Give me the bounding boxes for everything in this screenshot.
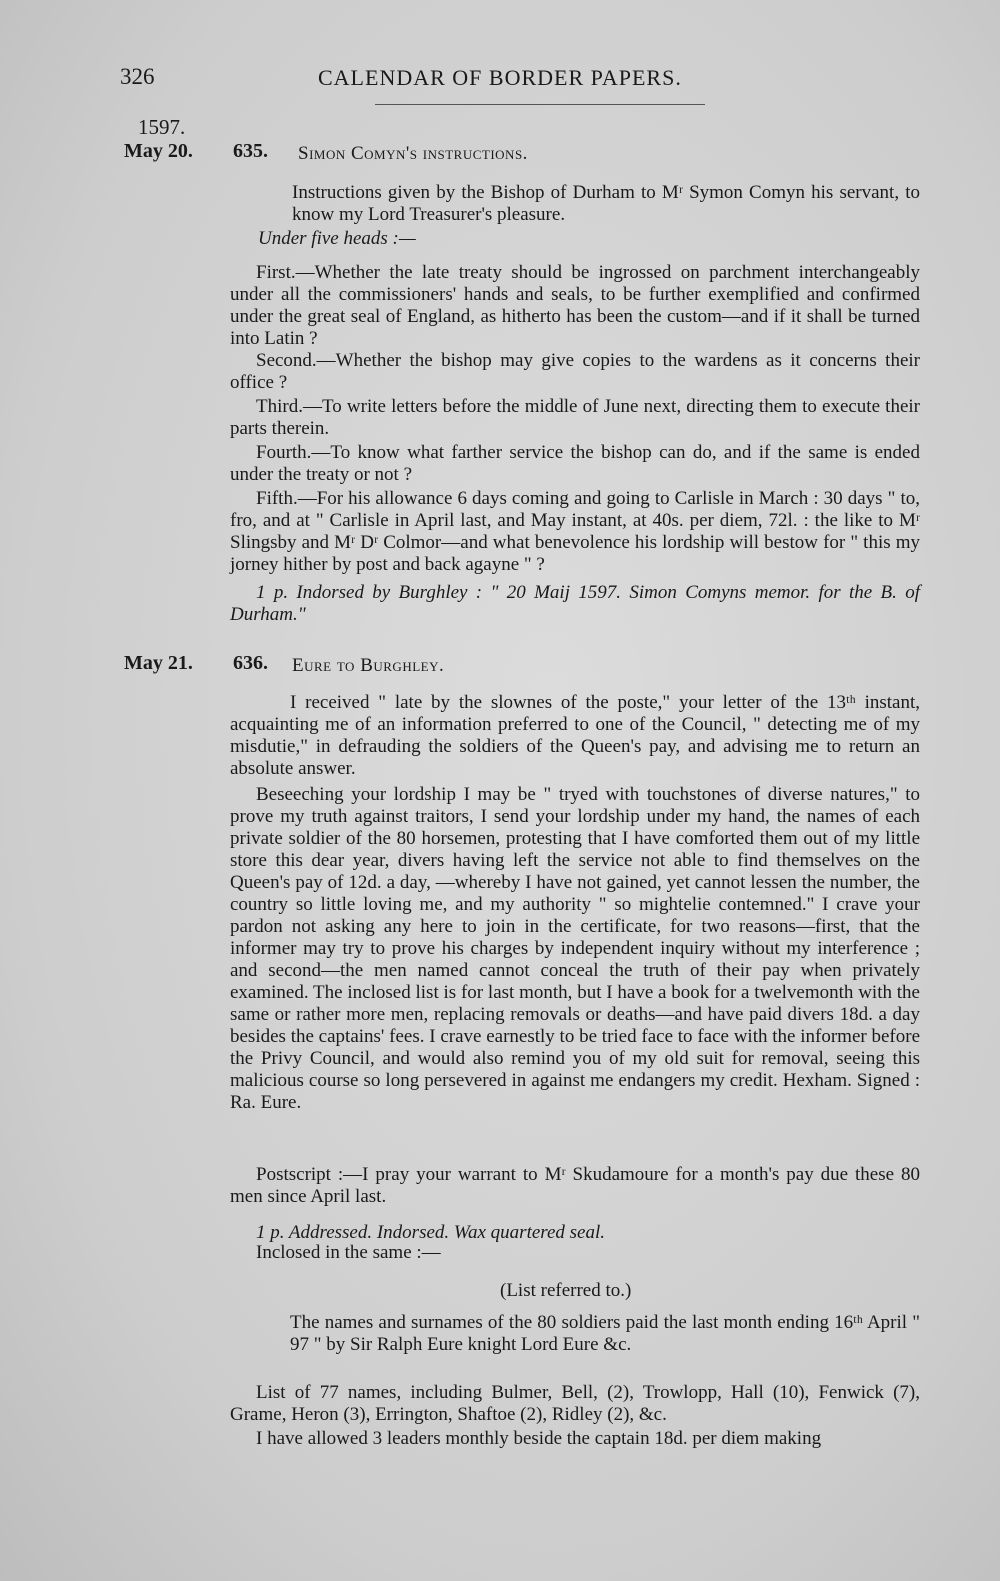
entry-635-number: 635. (233, 140, 268, 162)
entry-636-date: May 21. (124, 652, 193, 674)
entry-635-second: Second.—Whether the bishop may give copies to the wardens as it concerns their office ? (230, 350, 920, 393)
list-last-line: I have allowed 3 leaders monthly beside the captain 18d. per diem making (256, 1428, 822, 1449)
running-head: CALENDAR OF BORDER PAPERS. (318, 65, 682, 90)
entry-635-intro: Instructions given by the Bishop of Durham to Mʳ Symon Comyn his servant, to know my Lord Treasurer's pleasure. (292, 182, 920, 225)
page-number: 326 (120, 64, 155, 89)
entry-635-first: First.—Whether the late treaty should be ingrossed on parchment interchangeably under all the commissioners' hands and seals, to be further exemplified and confirmed under the great seal of England, as hitherto has been the custom—and if it shall be turned into Latin ? (230, 262, 920, 349)
entry-636-para1: I received " late by the slownes of the poste," your letter of the 13ᵗʰ instant, acquainting me of an information preferred to one of the Council, " detecting me of my misdutie," in defrauding the soldiers of the Queen's pay, and advising me to return an absolute answer. (230, 692, 920, 779)
entry-635-title: Simon Comyn's instructions. (298, 143, 528, 164)
entry-636-endorsement: 1 p. Addressed. Indorsed. Wax quartered seal. (256, 1222, 606, 1243)
entry-635-under-heads: Under five heads :— (258, 228, 416, 249)
list-title: The names and surnames of the 80 soldiers paid the last month ending 16ᵗʰ April " 97 " by Sir Ralph Eure knight Lord Eure &c. (290, 1312, 920, 1355)
entry-635-endorsement: 1 p. Indorsed by Burghley : " 20 Maij 1597. Simon Comyns memor. for the B. of Durham." (230, 582, 920, 625)
header-rule (375, 104, 705, 105)
list-referred-to: (List referred to.) (500, 1280, 632, 1301)
entry-636-para2: Beseeching your lordship I may be " tryed with touchstones of diverse natures," to prove my truth against traitors, I send your lordship under my hand, the names of each private soldier of the 80 horsemen, protesting that I have comforted them out of my little store this dear year, divers having left the service not able to find themselves on the Queen's pay of 12d. a day, —whereby I have not gained, yet cannot lessen the number, the country so little loving me, and my authority " so mightelie contemned." I crave your pardon not asking any here to join in the certificate, for two reasons—first, that the informer may try to prove his charges by independent inquiry without my interference ; and second—the men named cannot conceal the truth of their pay when privately examined. The inclosed list is for last month, but I have a book for a twelvemonth with the same or rather more men, replacing removals or deaths—and have paid divers 18d. a day besides the captains' fees. I crave earnestly to be tried face to face with the informer before the Privy Council, and would also remind you of my old suit for removal, seeing this malicious course so long persevered in against me endangers my credit. Hexham. Signed : Ra. Eure. (230, 784, 920, 1113)
list-names: List of 77 names, including Bulmer, Bell, (2), Trowlopp, Hall (10), Fenwick (7), Grame, Heron (3), Errington, Shaftoe (2), Ridley (2), &c. (230, 1382, 920, 1425)
entry-635-fourth: Fourth.—To know what farther service the bishop can do, and if the same is ended under the treaty or not ? (230, 442, 920, 485)
entry-636-title: Eure to Burghley. (292, 655, 445, 676)
entry-635-fifth: Fifth.—For his allowance 6 days coming and going to Carlisle in March : 30 days " to, fro, and at " Carlisle in April last, and May instant, at 40s. per diem, 72l. : the like to Mʳ Slingsby and Mʳ Dʳ Colmor—and what benevolence his lordship will bestow for " this my jorney hither by post and back agayne " ? (230, 488, 920, 575)
entry-635-date: May 20. (124, 140, 193, 162)
entry-year: 1597. (138, 115, 186, 139)
entry-636-inclosed: Inclosed in the same :— (256, 1242, 441, 1263)
entry-636-postscript: Postscript :—I pray your warrant to Mʳ Skudamoure for a month's pay due these 80 men since April last. (230, 1164, 920, 1207)
entry-635-third: Third.—To write letters before the middle of June next, directing them to execute their parts therein. (230, 396, 920, 439)
entry-636-number: 636. (233, 652, 268, 674)
page-header (120, 60, 930, 100)
